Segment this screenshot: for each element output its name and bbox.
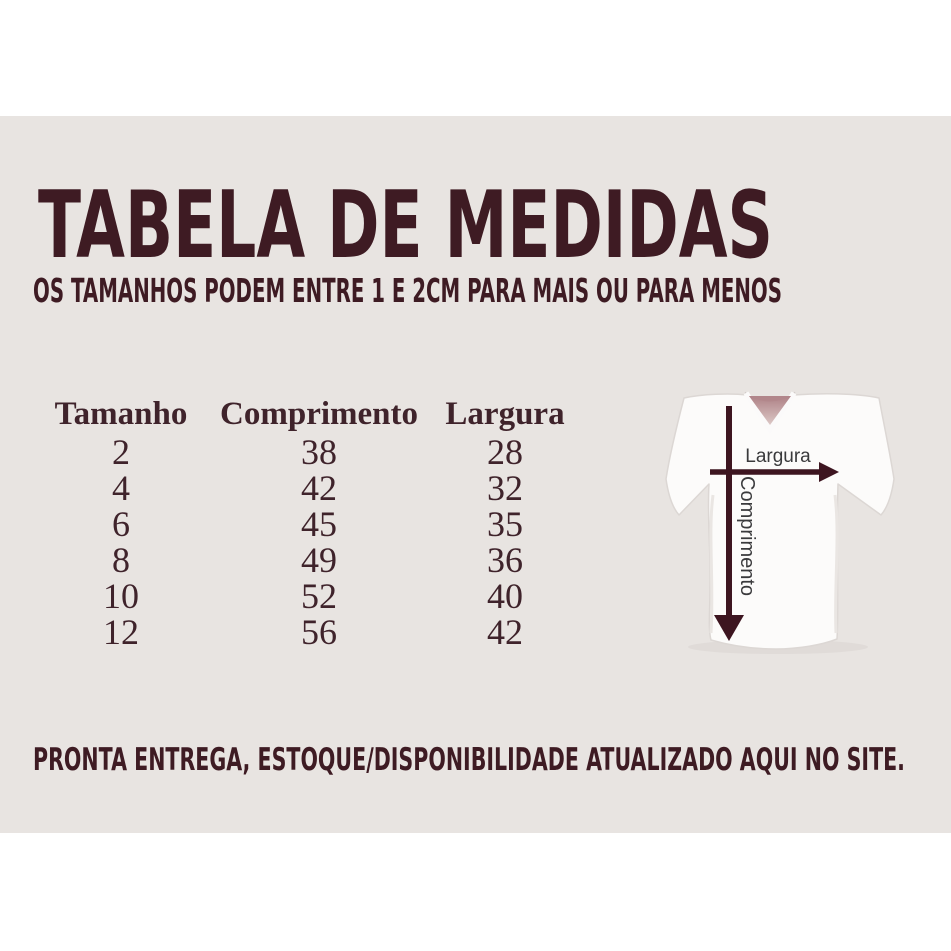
size-cell: 38 bbox=[301, 432, 337, 472]
size-cell: 56 bbox=[301, 612, 337, 652]
size-cell: 35 bbox=[487, 504, 523, 544]
size-cell: 42 bbox=[301, 468, 337, 508]
size-cell: 45 bbox=[301, 504, 337, 544]
size-table-header bbox=[30, 394, 584, 434]
size-cell: 2 bbox=[112, 432, 130, 472]
column-header-comprimento: Comprimento bbox=[220, 396, 418, 432]
table-row bbox=[30, 434, 584, 470]
size-cell: 6 bbox=[112, 504, 130, 544]
size-cell: 10 bbox=[103, 576, 139, 616]
size-cell: 36 bbox=[487, 540, 523, 580]
page-subtitle: OS TAMANHOS PODEM ENTRE 1 E 2CM PARA MAIS OU PARA MENOS bbox=[33, 271, 782, 310]
page-title: TABELA DE MEDIDAS bbox=[38, 171, 773, 279]
fold-line-right bbox=[835, 495, 837, 633]
length-label: Comprimento bbox=[736, 476, 758, 597]
size-cell: 4 bbox=[112, 468, 130, 508]
table-row bbox=[30, 614, 584, 650]
size-table bbox=[30, 394, 584, 650]
size-cell: 49 bbox=[301, 540, 337, 580]
table-row bbox=[30, 506, 584, 542]
tshirt-illustration bbox=[650, 383, 910, 668]
table-row bbox=[30, 578, 584, 614]
size-cell: 28 bbox=[487, 432, 523, 472]
size-cell: 52 bbox=[301, 576, 337, 616]
fold-line-left bbox=[711, 495, 713, 633]
size-cell: 12 bbox=[103, 612, 139, 652]
table-row bbox=[30, 542, 584, 578]
footer-note: PRONTA ENTREGA, ESTOQUE/DISPONIBILIDADE ATUALIZADO AQUI NO SITE. bbox=[33, 742, 905, 778]
table-row bbox=[30, 470, 584, 506]
shirt-body bbox=[666, 394, 894, 649]
size-cell: 8 bbox=[112, 540, 130, 580]
column-header-largura: Largura bbox=[445, 396, 565, 432]
size-cell: 42 bbox=[487, 612, 523, 652]
width-label: Largura bbox=[745, 446, 811, 467]
size-cell: 32 bbox=[487, 468, 523, 508]
size-cell: 40 bbox=[487, 576, 523, 616]
column-header-tamanho: Tamanho bbox=[54, 396, 188, 432]
